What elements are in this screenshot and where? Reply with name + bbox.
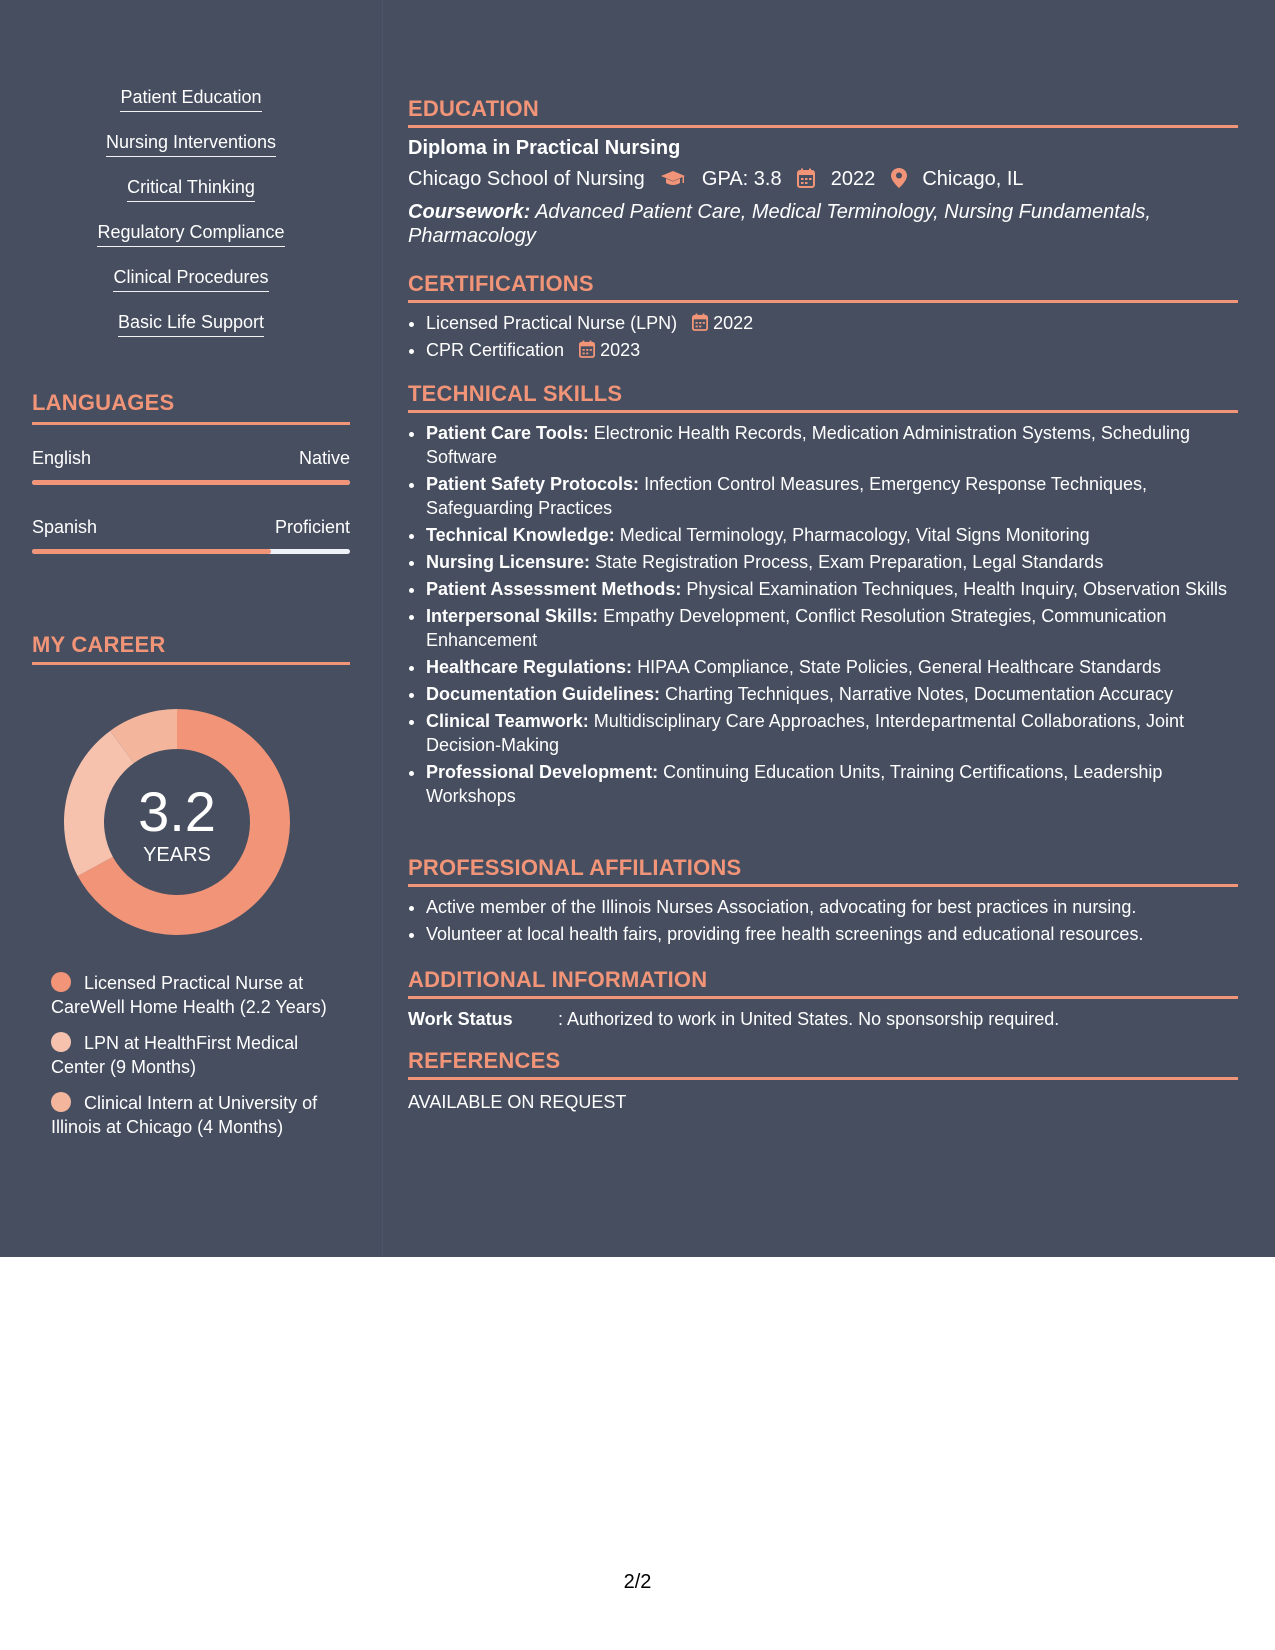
calendar-icon: [797, 168, 815, 194]
career-total-years: 3.2: [138, 780, 216, 843]
work-status-row: [408, 1009, 1238, 1030]
career-legend-item: LPN at HealthFirst Medical Center (9 Months): [51, 1033, 299, 1077]
legend-dot-icon: [51, 1092, 71, 1112]
language-proficiency-fill: [32, 480, 350, 485]
donut-center: [64, 709, 290, 935]
language-row-english: [32, 448, 350, 469]
coursework-text: Advanced Patient Care, Medical Terminology, Nursing Fundamentals, Pharmacology: [408, 201, 1151, 247]
technical-skills-section: [408, 381, 1238, 811]
technical-skill-item: • Clinical Teamwork: Multidisciplinary Care Approaches, Interdepartmental Collaborations, Joint Decision-Making: [426, 709, 1238, 757]
language-proficiency-bar: [32, 480, 350, 485]
language-level: Native: [298, 448, 350, 468]
certification-item: • CPR Certification 2023: [426, 338, 1238, 362]
language-row-spanish: [32, 517, 350, 538]
technical-skill-item: • Patient Assessment Methods: Physical Examination Techniques, Health Inquiry, Observation Skills: [426, 577, 1238, 601]
career-legend-item: Licensed Practical Nurse at CareWell Home Health (2.2 Years): [51, 973, 327, 1017]
career-legend: [51, 971, 331, 1151]
technical-skill-item: • Documentation Guidelines: Charting Techniques, Narrative Notes, Documentation Accuracy: [426, 682, 1238, 706]
skill-tag: Critical Thinking: [32, 174, 350, 219]
certifications-section: [408, 271, 1238, 365]
education-degree: Diploma in Practical Nursing: [408, 137, 681, 159]
certifications-list: [408, 311, 1238, 362]
affiliations-title: PROFESSIONAL AFFILIATIONS: [408, 855, 1238, 887]
language-proficiency-bar: [32, 549, 350, 554]
language-name: Spanish: [32, 517, 98, 537]
language-proficiency-fill: [32, 549, 271, 554]
technical-skill-item: • Patient Care Tools: Electronic Health Records, Medication Administration Systems, Scheduling Software: [426, 421, 1238, 469]
technical-skill-item: • Technical Knowledge: Medical Terminology, Pharmacology, Vital Signs Monitoring: [426, 523, 1238, 547]
education-coursework: [408, 200, 1238, 248]
affiliation-item: • Active member of the Illinois Nurses Association, advocating for best practices in nursing.: [426, 895, 1238, 919]
affiliation-item: • Volunteer at local health fairs, providing free health screenings and educational resources.: [426, 922, 1238, 946]
graduation-cap-icon: [660, 170, 686, 194]
references-text: AVAILABLE ON REQUEST: [408, 1092, 627, 1112]
calendar-icon: [692, 313, 708, 333]
additional-info-title: ADDITIONAL INFORMATION: [408, 967, 1238, 999]
education-gpa: GPA: 3.8: [701, 168, 782, 190]
career-donut-chart: [64, 709, 290, 935]
calendar-icon: [579, 340, 595, 360]
technical-skill-item: • Nursing Licensure: State Registration Process, Exam Preparation, Legal Standards: [426, 550, 1238, 574]
career-title: MY CAREER: [32, 632, 350, 665]
skill-tag: Nursing Interventions: [32, 129, 350, 174]
education-title: EDUCATION: [408, 96, 1238, 128]
certifications-title: CERTIFICATIONS: [408, 271, 1238, 303]
additional-info-section: [408, 967, 1238, 1030]
language-level: Proficient: [274, 517, 350, 537]
career-legend-item: Clinical Intern at University of Illinois at Chicago (4 Months): [51, 1093, 318, 1137]
technical-skill-item: • Patient Safety Protocols: Infection Control Measures, Emergency Response Techniques, Safeguarding Practices: [426, 472, 1238, 520]
technical-skill-item: • Healthcare Regulations: HIPAA Compliance, State Policies, General Healthcare Standards: [426, 655, 1238, 679]
technical-skill-item: • Interpersonal Skills: Empathy Development, Conflict Resolution Strategies, Communication Enhancement: [426, 604, 1238, 652]
legend-dot-icon: [51, 1032, 71, 1052]
certification-year: 2023: [600, 340, 641, 360]
references-section: [408, 1048, 1238, 1113]
work-status-label: Work Status: [408, 1009, 513, 1029]
education-section: [408, 96, 1238, 248]
education-year: 2022: [830, 168, 876, 190]
page-number: 2/2: [623, 1571, 652, 1593]
skill-tag-list: [32, 84, 350, 354]
language-name: English: [32, 448, 92, 468]
technical-skill-item: • Professional Development: Continuing Education Units, Training Certifications, Leadership Workshops: [426, 760, 1238, 808]
references-title: REFERENCES: [408, 1048, 1238, 1080]
skill-tag: Basic Life Support: [32, 309, 350, 354]
education-school: Chicago School of Nursing: [408, 168, 645, 190]
location-pin-icon: [891, 168, 907, 194]
work-status-value: : Authorized to work in United States. No sponsorship required.: [558, 1009, 1060, 1029]
career-years-label: YEARS: [143, 844, 211, 866]
education-meta: [408, 168, 1238, 194]
affiliations-list: [408, 895, 1238, 946]
skill-tag: Patient Education: [32, 84, 350, 129]
technical-skills-title: TECHNICAL SKILLS: [408, 381, 1238, 413]
certification-year: 2022: [713, 313, 754, 333]
skill-tag: Regulatory Compliance: [32, 219, 350, 264]
coursework-label: Coursework:: [408, 201, 531, 223]
column-divider: [382, 0, 383, 1257]
legend-dot-icon: [51, 972, 71, 992]
technical-skills-list: [408, 421, 1238, 808]
certification-item: • Licensed Practical Nurse (LPN) 2022: [426, 311, 1238, 335]
affiliations-section: [408, 855, 1238, 949]
skill-tag: Clinical Procedures: [32, 264, 350, 309]
languages-title: LANGUAGES: [32, 390, 350, 425]
education-location: Chicago, IL: [922, 168, 1024, 190]
